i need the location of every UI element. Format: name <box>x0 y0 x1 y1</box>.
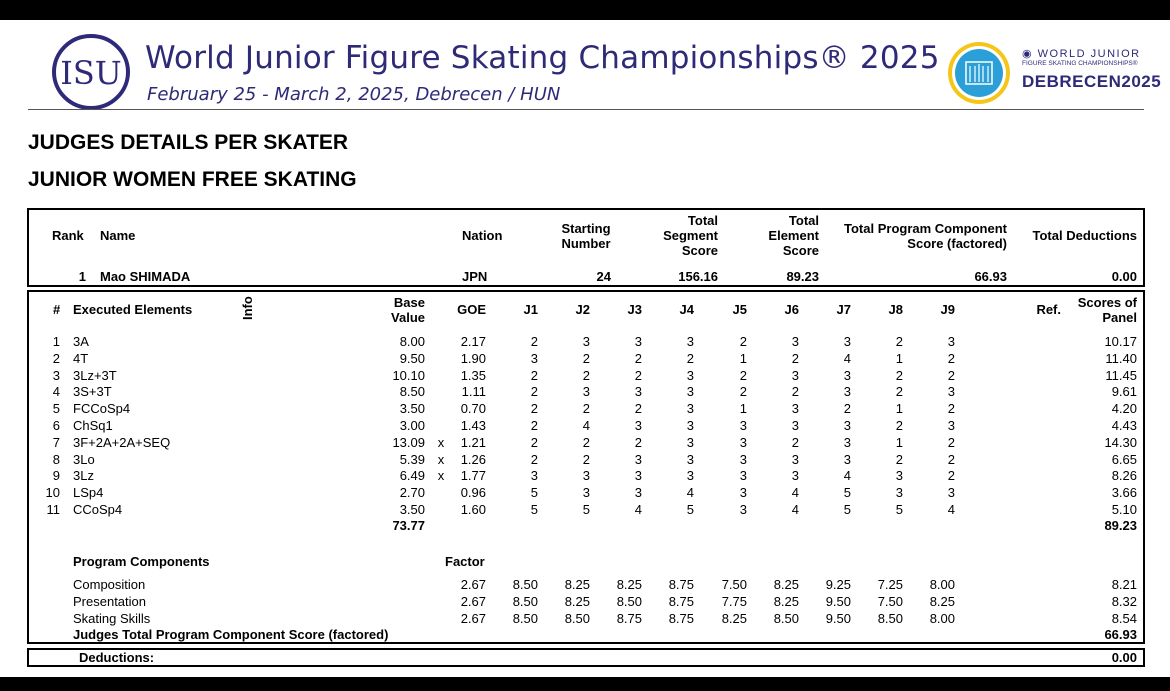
judge-goe: 5 <box>843 502 851 517</box>
judge-goe: 2 <box>947 401 955 417</box>
executed-elements-header: Executed Elements <box>73 302 193 317</box>
judge-goe: 2 <box>582 434 590 450</box>
judge-component-score: 8.25 <box>773 593 799 609</box>
name-header: Name <box>100 228 136 243</box>
element-name: 3S+3T <box>73 384 112 400</box>
judge-goe: 3 <box>843 384 851 400</box>
judge-goe: 2 <box>947 350 955 366</box>
judge-goe: 2 <box>530 401 538 417</box>
judge-goe: 2 <box>791 434 799 450</box>
ref-header: Ref. <box>1036 302 1061 317</box>
element-number: 3 <box>52 367 60 383</box>
judge-goe: 2 <box>530 418 538 433</box>
judge-goe: 3 <box>739 434 747 450</box>
judge-component-score: 8.25 <box>773 577 799 592</box>
judge-goe: 3 <box>791 451 799 467</box>
judge-goe: 4 <box>582 418 590 433</box>
judge-component-score: 8.50 <box>877 610 903 626</box>
deductions-header: Total Deductions <box>1032 228 1137 243</box>
judge-component-score: 7.25 <box>877 577 903 592</box>
judge-component-score: 9.50 <box>825 593 851 609</box>
element-goe: 1.35 <box>460 367 486 383</box>
pcs-total: 66.93 <box>1104 627 1137 642</box>
tss-header: Total Segment Score <box>663 213 718 258</box>
skater-starting-number: 24 <box>596 269 611 284</box>
judge-goe: 2 <box>895 334 903 349</box>
deductions-box <box>27 648 1145 667</box>
judge-goe: 2 <box>530 384 538 400</box>
judge-component-score: 7.50 <box>877 593 903 609</box>
judge-goe: 5 <box>895 502 903 517</box>
judge-goe: 2 <box>947 434 955 450</box>
element-base-value: 10.10 <box>392 367 425 383</box>
judge-component-score: 8.00 <box>929 577 955 592</box>
judge-goe: 3 <box>947 384 955 400</box>
judge-goe: 3 <box>634 384 642 400</box>
element-panel-score: 10.17 <box>1104 334 1137 349</box>
judge-goe: 3 <box>791 334 799 349</box>
judge-goe: 3 <box>634 485 642 501</box>
page-title: World Junior Figure Skating Championships® 2025 <box>145 40 940 76</box>
element-goe: 1.11 <box>461 384 486 400</box>
judge-goe: 2 <box>843 401 851 417</box>
skater-tss: 156.16 <box>678 269 718 284</box>
isu-logo-text: ISU <box>60 54 122 92</box>
judge-goe: 2 <box>634 401 642 417</box>
judge-goe: 3 <box>686 401 694 417</box>
judge-goe: 3 <box>947 334 955 349</box>
element-base-value: 5.39 <box>399 451 425 467</box>
element-name: 3A <box>73 334 89 349</box>
tes-header: Total Element Score <box>768 213 819 258</box>
judge-header: J8 <box>888 302 903 317</box>
judge-goe: 3 <box>686 418 694 433</box>
component-name: Composition <box>73 577 146 592</box>
element-goe: 1.90 <box>460 350 486 366</box>
info-header: Info <box>240 296 255 320</box>
component-name: Skating Skills <box>73 610 151 626</box>
judge-goe: 2 <box>791 350 799 366</box>
skater-rank: 1 <box>78 269 86 284</box>
judge-component-score: 8.25 <box>564 577 590 592</box>
judge-goe: 2 <box>947 468 955 484</box>
element-panel-score: 11.40 <box>1105 350 1137 366</box>
element-name: 3Lz+3T <box>73 367 117 383</box>
element-number: 5 <box>52 401 60 417</box>
judge-component-score: 8.25 <box>616 577 642 592</box>
element-panel-score: 4.43 <box>1111 418 1137 433</box>
judge-component-score: 8.50 <box>512 593 538 609</box>
judge-goe: 3 <box>634 468 642 484</box>
judge-goe: 3 <box>634 451 642 467</box>
judge-goe: 3 <box>739 485 747 501</box>
element-goe: 1.43 <box>460 418 486 433</box>
element-panel-score: 3.66 <box>1111 485 1137 501</box>
judge-goe: 2 <box>895 418 903 433</box>
judge-goe: 3 <box>686 434 694 450</box>
judge-goe: 3 <box>739 451 747 467</box>
element-panel-score: 5.10 <box>1111 502 1137 517</box>
judge-goe: 3 <box>530 468 538 484</box>
deductions-total: 0.00 <box>1111 650 1137 665</box>
segment-title: JUNIOR WOMEN FREE SKATING <box>28 168 357 191</box>
judge-goe: 2 <box>582 451 590 467</box>
judge-goe: 2 <box>791 384 799 400</box>
judge-component-score: 8.50 <box>512 610 538 626</box>
judge-component-score: 9.25 <box>825 577 851 592</box>
judge-goe: 5 <box>582 502 590 517</box>
judge-goe: 3 <box>686 384 694 400</box>
component-factor: 2.67 <box>460 593 486 609</box>
judge-component-score: 9.50 <box>825 610 851 626</box>
skater-tes: 89.23 <box>786 269 819 284</box>
judge-goe: 2 <box>634 350 642 366</box>
element-name: CCoSp4 <box>73 502 123 517</box>
element-goe: 1.60 <box>460 502 486 517</box>
event-emblem-icon <box>946 40 1016 106</box>
element-number: 2 <box>52 350 60 366</box>
event-logo-line3: DEBRECEN2025 <box>1022 72 1162 91</box>
judge-header: J2 <box>575 302 590 317</box>
element-goe: 1.21 <box>460 434 486 450</box>
judge-goe: 5 <box>530 485 538 501</box>
element-name: FCCoSp4 <box>73 401 131 417</box>
event-logo-line1: ◉ WORLD JUNIOR <box>1022 48 1141 60</box>
judge-component-score: 8.50 <box>773 610 799 626</box>
pcs-header: Total Program Component Score (factored) <box>844 221 1007 251</box>
element-panel-score: 6.65 <box>1111 451 1137 467</box>
judge-goe: 2 <box>739 367 747 383</box>
judge-component-score: 8.50 <box>512 577 538 592</box>
judge-component-score: 8.75 <box>668 577 694 592</box>
judge-goe: 4 <box>843 468 851 484</box>
judge-goe: 3 <box>947 485 955 501</box>
judge-goe: 2 <box>530 451 538 467</box>
starting-number-header: Starting Number <box>561 221 611 251</box>
judge-goe: 4 <box>791 502 799 517</box>
judge-goe: 3 <box>530 350 538 366</box>
judge-goe: 3 <box>843 367 851 383</box>
element-number: 6 <box>52 418 60 433</box>
element-base-value: 3.50 <box>399 502 425 517</box>
judge-header: J6 <box>784 302 799 317</box>
judge-header: J7 <box>836 302 851 317</box>
judge-goe: 2 <box>947 451 955 467</box>
element-base-value: 3.00 <box>399 418 425 433</box>
judge-goe: 2 <box>530 367 538 383</box>
judge-component-score: 8.50 <box>564 610 590 626</box>
judge-goe: 2 <box>895 384 903 400</box>
judge-header: J9 <box>940 302 955 317</box>
judge-goe: 5 <box>686 502 694 517</box>
goe-header: GOE <box>457 302 486 317</box>
program-components-header: Program Components <box>73 554 210 569</box>
judge-goe: 3 <box>686 334 694 349</box>
element-bonus-marker: x <box>437 434 445 450</box>
judge-component-score: 8.50 <box>616 593 642 609</box>
judge-goe: 3 <box>843 451 851 467</box>
element-base-value: 13.09 <box>392 434 425 450</box>
element-panel-score: 14.30 <box>1104 434 1137 450</box>
judge-goe: 3 <box>739 468 747 484</box>
judge-header: J3 <box>627 302 642 317</box>
element-number: 10 <box>45 485 60 501</box>
judge-component-score: 8.00 <box>929 610 955 626</box>
element-goe: 0.96 <box>460 485 486 501</box>
document-title: JUDGES DETAILS PER SKATER <box>28 131 349 154</box>
judge-goe: 3 <box>739 418 747 433</box>
element-name: LSp4 <box>73 485 104 501</box>
skater-nation: JPN <box>462 269 488 284</box>
judge-goe: 4 <box>791 485 799 501</box>
element-name: 3Lo <box>73 451 95 467</box>
judge-goe: 2 <box>530 334 538 349</box>
judge-goe: 2 <box>686 350 694 366</box>
judge-goe: 3 <box>791 401 799 417</box>
judge-component-score: 8.75 <box>616 610 642 626</box>
header-rule <box>28 109 1144 110</box>
component-name: Presentation <box>73 593 146 609</box>
component-factor: 2.67 <box>460 610 486 626</box>
judge-goe: 3 <box>791 418 799 433</box>
judge-component-score: 8.25 <box>721 610 747 626</box>
judge-goe: 1 <box>895 350 903 366</box>
event-logo-line2: FIGURE SKATING CHAMPIONSHIPS® <box>1022 60 1138 67</box>
judge-goe: 3 <box>686 367 694 383</box>
rank-header: Rank <box>52 228 84 243</box>
element-number: 1 <box>52 334 60 349</box>
element-name: 3Lz <box>73 468 94 484</box>
element-base-value: 9.50 <box>399 350 425 366</box>
panel-total: 89.23 <box>1104 518 1137 533</box>
deductions-label: Deductions: <box>79 650 155 665</box>
element-goe: 0.70 <box>460 401 486 417</box>
element-base-value: 2.70 <box>399 485 425 501</box>
judge-goe: 2 <box>582 350 590 366</box>
judge-goe: 3 <box>791 367 799 383</box>
element-bonus-marker: x <box>437 468 445 484</box>
judge-component-score: 8.75 <box>668 610 694 626</box>
base-value-header: Base Value <box>391 295 425 325</box>
element-base-value: 3.50 <box>399 401 425 417</box>
element-number: 9 <box>52 468 60 484</box>
judge-header: J4 <box>679 302 694 317</box>
judge-component-score: 8.75 <box>668 593 694 609</box>
component-panel-score: 8.32 <box>1111 593 1137 609</box>
panel-header: Scores of Panel <box>1077 295 1137 325</box>
judge-goe: 3 <box>947 418 955 433</box>
judge-goe: 1 <box>739 401 747 417</box>
judge-goe: 3 <box>686 468 694 484</box>
judge-goe: 3 <box>895 468 903 484</box>
factor-header: Factor <box>445 554 485 569</box>
page-subtitle: February 25 - March 2, 2025, Debrecen / HUN <box>147 84 561 105</box>
judge-header: J5 <box>732 302 747 317</box>
judge-goe: 2 <box>739 334 747 349</box>
element-number: 4 <box>52 384 60 400</box>
judge-goe: 3 <box>634 334 642 349</box>
judge-component-score: 8.25 <box>564 593 590 609</box>
judge-goe: 2 <box>895 451 903 467</box>
num-header: # <box>53 302 61 317</box>
judge-goe: 3 <box>843 418 851 433</box>
judge-component-score: 7.75 <box>721 593 747 609</box>
element-base-value: 8.50 <box>399 384 425 400</box>
judge-goe: 3 <box>582 485 590 501</box>
judge-goe: 3 <box>843 434 851 450</box>
judge-goe: 1 <box>739 350 747 366</box>
judge-goe: 2 <box>582 367 590 383</box>
judge-goe: 1 <box>895 401 903 417</box>
judge-goe: 4 <box>634 502 642 517</box>
judge-header: J1 <box>523 302 538 317</box>
skater-name: Mao SHIMADA <box>100 269 191 284</box>
component-factor: 2.67 <box>460 577 486 592</box>
judge-goe: 3 <box>791 468 799 484</box>
judge-component-score: 7.50 <box>721 577 747 592</box>
judge-goe: 3 <box>582 468 590 484</box>
judge-goe: 2 <box>634 434 642 450</box>
judge-goe: 2 <box>895 367 903 383</box>
isu-logo <box>51 34 131 110</box>
judge-goe: 3 <box>582 334 590 349</box>
element-panel-score: 9.61 <box>1111 384 1137 400</box>
judge-goe: 3 <box>843 334 851 349</box>
component-panel-score: 8.21 <box>1111 577 1137 592</box>
judge-goe: 2 <box>947 367 955 383</box>
base-value-total: 73.77 <box>392 518 425 533</box>
element-panel-score: 11.45 <box>1105 367 1137 383</box>
judge-goe: 3 <box>634 418 642 433</box>
element-number: 8 <box>52 451 60 467</box>
skater-pcs: 66.93 <box>974 269 1007 284</box>
element-number: 11 <box>46 502 60 517</box>
judge-component-score: 8.25 <box>929 593 955 609</box>
judge-goe: 5 <box>530 502 538 517</box>
judge-goe: 3 <box>686 451 694 467</box>
element-panel-score: 8.26 <box>1111 468 1137 484</box>
element-bonus-marker: x <box>437 451 445 467</box>
component-panel-score: 8.54 <box>1111 610 1137 626</box>
judge-goe: 2 <box>582 401 590 417</box>
judge-goe: 4 <box>686 485 694 501</box>
judge-goe: 2 <box>530 434 538 450</box>
pcs-total-label: Judges Total Program Component Score (factored) <box>73 627 389 642</box>
element-name: ChSq1 <box>73 418 113 433</box>
judge-goe: 4 <box>843 350 851 366</box>
element-base-value: 6.49 <box>399 468 425 484</box>
judge-goe: 2 <box>739 384 747 400</box>
judge-goe: 2 <box>634 367 642 383</box>
judge-goe: 3 <box>895 485 903 501</box>
judge-goe: 4 <box>947 502 955 517</box>
element-goe: 1.77 <box>460 468 486 484</box>
element-panel-score: 4.20 <box>1111 401 1137 417</box>
element-number: 7 <box>52 434 60 450</box>
judge-goe: 3 <box>582 384 590 400</box>
element-goe: 1.26 <box>460 451 486 467</box>
element-name: 4T <box>73 350 89 366</box>
element-base-value: 8.00 <box>399 334 425 349</box>
element-name: 3F+2A+2A+SEQ <box>73 434 171 450</box>
judge-goe: 5 <box>843 485 851 501</box>
judge-goe: 3 <box>739 502 747 517</box>
protocol-page <box>0 20 1170 677</box>
skater-deductions: 0.00 <box>1111 269 1137 284</box>
nation-header: Nation <box>462 228 503 243</box>
judge-goe: 1 <box>895 434 903 450</box>
element-goe: 2.17 <box>460 334 486 349</box>
